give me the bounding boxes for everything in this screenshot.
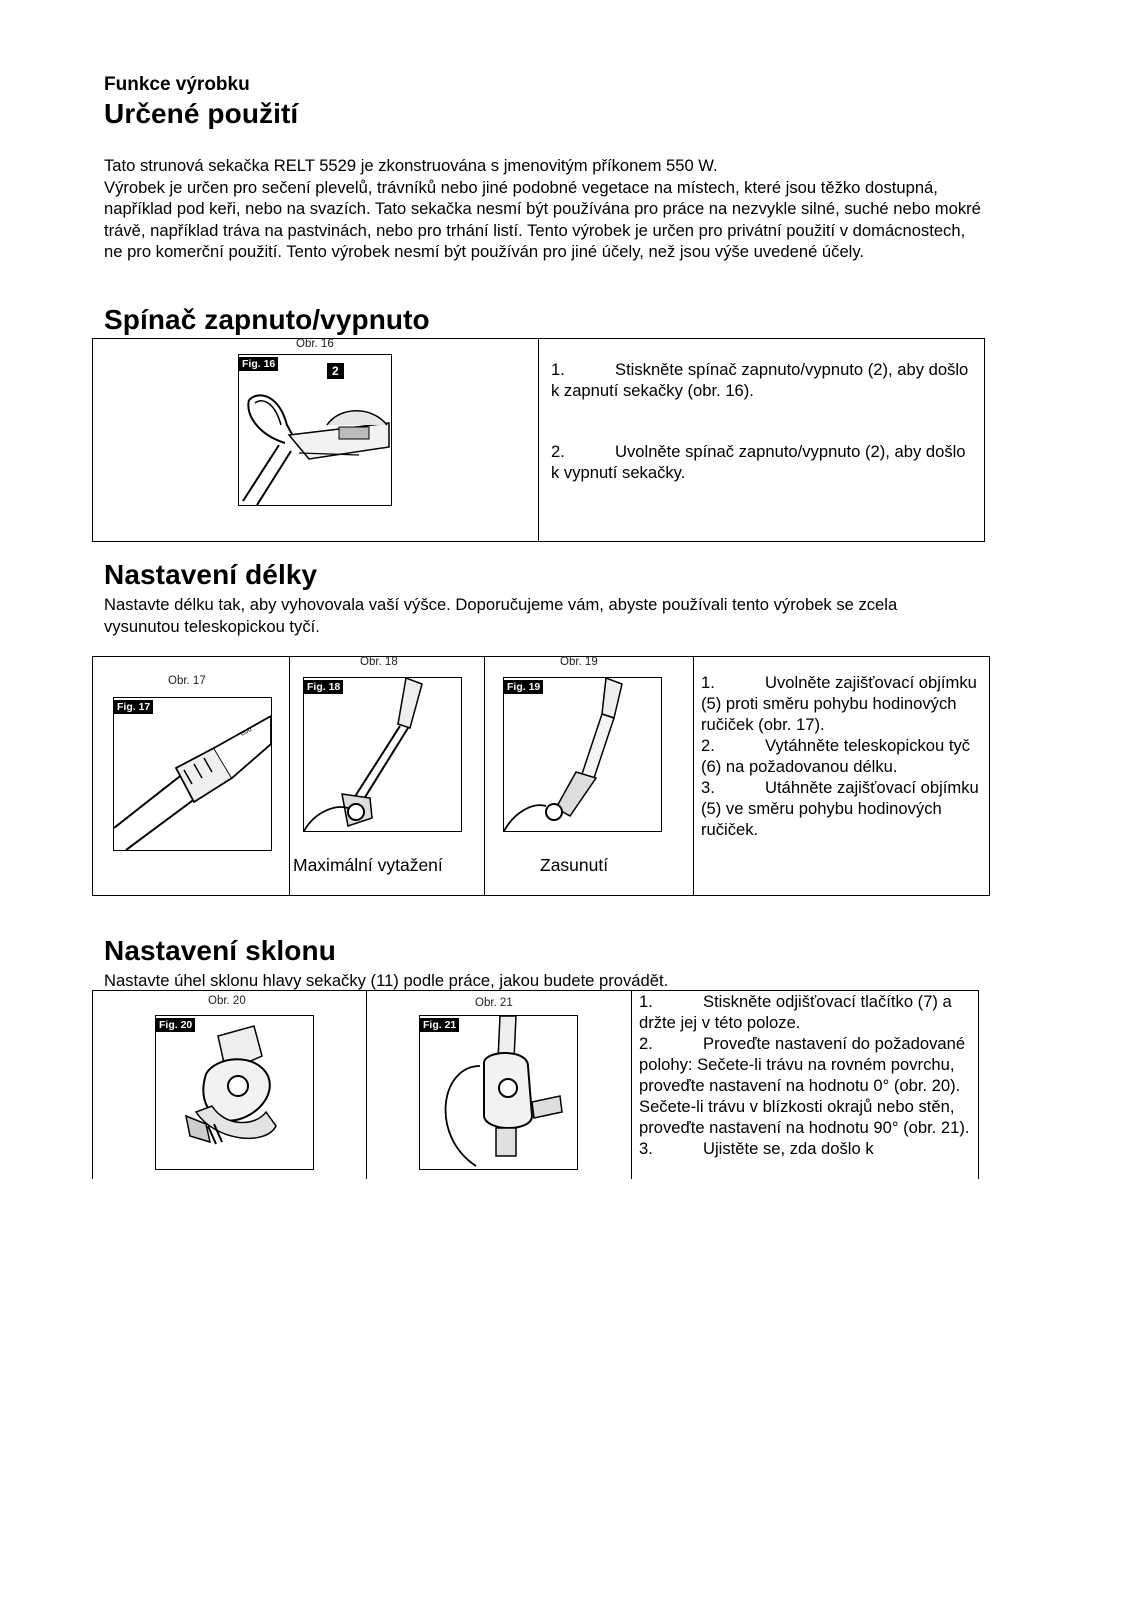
fig-16-tag: Fig. 16 xyxy=(239,357,278,371)
step-number: 1. xyxy=(551,360,565,379)
fig-16-caption: Obr. 16 xyxy=(296,338,334,350)
step-number: 3. xyxy=(639,1139,653,1158)
step-number: 1. xyxy=(639,992,653,1011)
switch-step-2: Uvolněte spínač zapnuto/vypnuto (2), aby došlo k vypnutí sekačky. xyxy=(551,442,966,482)
fig-19-illustration xyxy=(503,677,662,832)
intended-use-para-1: Tato strunová sekačka RELT 5529 je zkonstruována s jmenovitým příkonem 550 W. xyxy=(104,156,718,175)
length-intro: Nastavte délku tak, aby vyhovovala vaší výšce. Doporučujeme vám, abyste používali tento výrobek se zcela vysunutou teleskopickou tyčí. xyxy=(104,595,898,636)
switch-steps xyxy=(551,359,971,483)
length-step-3: Utáhněte zajišťovací objímku (5) ve směru pohybu hodinových ručiček. xyxy=(701,778,979,839)
head-ninety-degree-drawing xyxy=(420,1016,577,1169)
tilt-step-2: Proveďte nastavení do požadované polohy: Sečete-li trávu na rovném povrchu, proveďte nastavení na hodnotu 0° (obr. 20). Sečete-li trávu v blízkosti okrajů nebo stěn, proveďte nastavení na hodnotu 90° (obr. 21). xyxy=(639,1034,970,1137)
fig-17-caption: Obr. 17 xyxy=(168,675,206,687)
table-divider xyxy=(631,991,632,1179)
fig-19-tag: Fig. 19 xyxy=(504,680,543,694)
intended-use-text xyxy=(104,155,984,263)
section-title-length: Nastavení délky xyxy=(104,559,318,590)
fig-18-label: Maximální vytažení xyxy=(293,855,443,875)
step-number: 2. xyxy=(551,442,565,461)
fig-21-tag: Fig. 21 xyxy=(420,1018,459,1032)
telescopic-collar-drawing xyxy=(114,698,271,850)
tilt-table xyxy=(92,990,979,1179)
callout-2: 2 xyxy=(327,363,344,379)
length-step-2: Vytáhněte teleskopickou tyč (6) na požadovanou délku. xyxy=(701,736,971,776)
table-divider xyxy=(484,657,485,895)
fig-20-illustration xyxy=(155,1015,314,1170)
fig-21-caption: Obr. 21 xyxy=(475,997,513,1009)
fig-18-tag: Fig. 18 xyxy=(304,680,343,694)
fig-18-caption: Obr. 18 xyxy=(360,656,398,668)
head-zero-degree-drawing xyxy=(156,1016,313,1169)
switch-table xyxy=(92,338,985,542)
svg-text:ooo: ooo xyxy=(239,725,254,738)
table-divider xyxy=(289,657,290,895)
fig-20-caption: Obr. 20 xyxy=(208,995,246,1007)
section-kicker: Funkce výrobku xyxy=(104,74,250,95)
fig-21-illustration xyxy=(419,1015,578,1170)
tilt-step-1: Stiskněte odjišťovací tlačítko (7) a držte jej v této poloze. xyxy=(639,992,952,1032)
fig-19-label: Zasunutí xyxy=(540,855,609,875)
fig-16-illustration xyxy=(238,354,392,506)
retracted-pole-drawing xyxy=(504,678,661,831)
trimmer-handle-drawing xyxy=(239,355,391,505)
tilt-step-3: Ujistěte se, zda došlo k xyxy=(703,1139,874,1158)
step-number: 3. xyxy=(701,778,715,797)
intended-use-para-2: Výrobek je určen pro sečení plevelů, trávníků nebo jiné podobné vegetace na místech, které jsou těžko dostupná, například pod keři, nebo na svazích. Tato sekačka nesmí být používána pro práce na nezvykle silné, suché nebo mokré trávě, například tráva na pastvinách, nebo pro trhání listí. Tento výrobek je určen pro privátní použití v domácnostech, ne pro komerční použití. Tento výrobek nesmí být používán pro jiné účely, než jsou výše uvedené účely. xyxy=(104,177,981,261)
fig-20-tag: Fig. 20 xyxy=(156,1018,195,1032)
step-number: 2. xyxy=(701,736,715,755)
length-steps xyxy=(701,672,983,840)
tilt-steps xyxy=(639,991,974,1159)
table-divider xyxy=(693,657,694,895)
step-number: 1. xyxy=(701,673,715,692)
length-step-1: Uvolněte zajišťovací objímku (5) proti směru pohybu hodinových ručiček (obr. 17). xyxy=(701,673,977,734)
extended-pole-drawing xyxy=(304,678,461,831)
length-table xyxy=(92,656,990,896)
section-title-tilt: Nastavení sklonu xyxy=(104,935,336,966)
table-divider xyxy=(538,339,539,541)
fig-19-caption: Obr. 19 xyxy=(560,656,598,668)
fig-17-tag: Fig. 17 xyxy=(114,700,153,714)
fig-17-illustration xyxy=(113,697,272,851)
fig-18-illustration xyxy=(303,677,462,832)
section-title-switch: Spínač zapnuto/vypnuto xyxy=(104,304,430,335)
table-divider xyxy=(366,991,367,1179)
step-number: 2. xyxy=(639,1034,653,1053)
section-title-intended-use: Určené použití xyxy=(104,98,299,129)
tilt-intro: Nastavte úhel sklonu hlavy sekačky (11) podle práce, jakou budete provádět. xyxy=(104,971,669,990)
switch-step-1: Stiskněte spínač zapnuto/vypnuto (2), aby došlo k zapnutí sekačky (obr. 16). xyxy=(551,360,969,400)
